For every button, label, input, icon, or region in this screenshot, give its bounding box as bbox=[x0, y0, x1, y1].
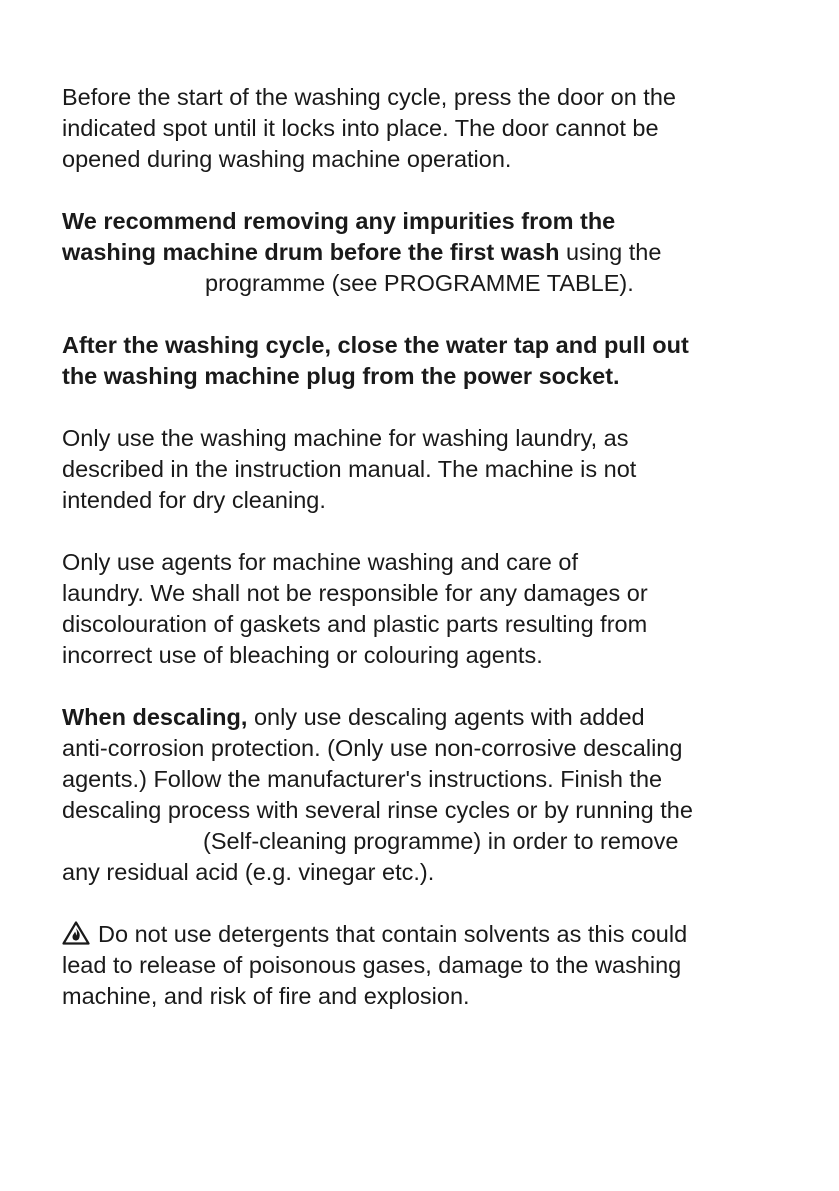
descaling-bold: When descaling, bbox=[62, 704, 248, 730]
fire-warning-icon bbox=[62, 921, 90, 945]
agents-line-1: Only use agents for machine washing and care of bbox=[62, 549, 578, 575]
first-wash-rest-2: using the bbox=[559, 239, 662, 265]
agents-paragraph bbox=[62, 547, 782, 671]
first-wash-line-2 bbox=[62, 237, 782, 268]
descaling-paragraph bbox=[62, 702, 782, 888]
descaling-line-5 bbox=[62, 826, 782, 857]
usage-line-3: intended for dry cleaning. bbox=[62, 487, 326, 513]
first-wash-paragraph bbox=[62, 206, 782, 299]
solvents-text-1: Do not use detergents that contain solvents as this could bbox=[98, 921, 688, 947]
solvents-line-1 bbox=[62, 919, 782, 950]
door-line-2: indicated spot until it locks into place. The door cannot be bbox=[62, 115, 659, 141]
first-wash-line-1 bbox=[62, 206, 782, 237]
after-wash-line-1: After the washing cycle, close the water tap and pull out bbox=[62, 332, 689, 358]
solvents-line-3: machine, and risk of fire and explosion. bbox=[62, 983, 470, 1009]
door-paragraph bbox=[62, 82, 782, 175]
usage-paragraph bbox=[62, 423, 782, 516]
manual-page bbox=[62, 82, 782, 1043]
agents-line-3: discolouration of gaskets and plastic parts resulting from bbox=[62, 611, 648, 637]
descaling-line-2: anti-corrosion protection. (Only use non-corrosive descaling bbox=[62, 735, 683, 761]
descaling-line-4: descaling process with several rinse cycles or by running the bbox=[62, 797, 693, 823]
solvents-line-2: lead to release of poisonous gases, damage to the washing bbox=[62, 952, 682, 978]
descaling-line-3: agents.) Follow the manufacturer's instructions. Finish the bbox=[62, 766, 663, 792]
descaling-rest-1: only use descaling agents with added bbox=[247, 704, 645, 730]
first-wash-bold-2: washing machine drum before the first wash bbox=[62, 239, 560, 265]
usage-line-2: described in the instruction manual. The machine is not bbox=[62, 456, 637, 482]
door-line-3: opened during washing machine operation. bbox=[62, 146, 512, 172]
solvents-warning-paragraph bbox=[62, 919, 782, 1012]
descaling-line-1 bbox=[62, 702, 782, 733]
door-line-1: Before the start of the washing cycle, press the door on the bbox=[62, 84, 676, 110]
first-wash-line-3 bbox=[62, 268, 782, 299]
usage-line-1: Only use the washing machine for washing laundry, as bbox=[62, 425, 629, 451]
agents-line-4: incorrect use of bleaching or colouring agents. bbox=[62, 642, 543, 668]
after-wash-line-2: the washing machine plug from the power socket. bbox=[62, 363, 620, 389]
first-wash-bold-1: We recommend removing any impurities from the bbox=[62, 208, 616, 234]
first-wash-text-3: programme (see PROGRAMME TABLE). bbox=[205, 270, 634, 296]
agents-line-2: laundry. We shall not be responsible for any damages or bbox=[62, 580, 648, 606]
after-wash-paragraph bbox=[62, 330, 782, 392]
descaling-line-6: any residual acid (e.g. vinegar etc.). bbox=[62, 859, 435, 885]
descaling-text-5: (Self-cleaning programme) in order to remove bbox=[203, 828, 679, 854]
